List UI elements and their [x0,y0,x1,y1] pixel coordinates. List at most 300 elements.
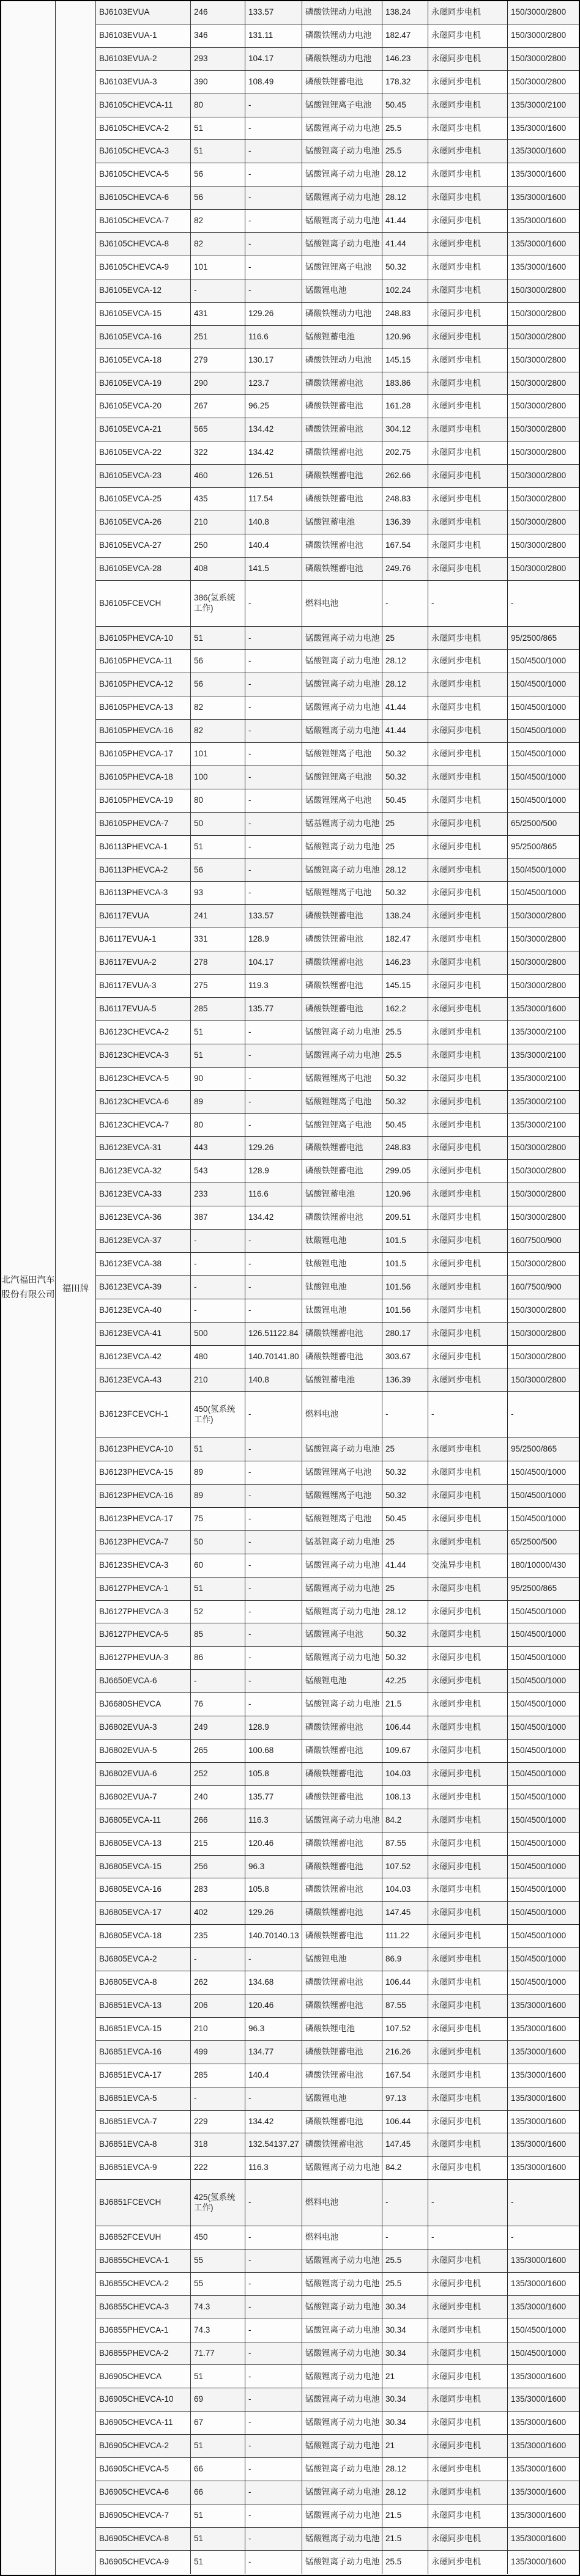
cell-battery-type: 磷酸铁锂蓄电池 [302,1902,382,1924]
cell-model: BJ6117EVUA [96,905,191,928]
cell-motor-type: 交流异步电机 [428,1554,508,1577]
cell-battery-type: 钛酸锂电池 [302,1276,382,1299]
cell-range: 51 [191,1578,245,1600]
table-row [96,1299,579,1323]
cell-range: 86 [191,1647,245,1669]
table-row [96,1740,579,1763]
cell-model: BJ6123CHEVCA-6 [96,1091,191,1113]
cell-motor-params: 150/3000/2800 [511,517,567,526]
table-row [96,1601,579,1624]
cell-range: 275 [191,975,245,997]
cell-model: BJ6105EVCA-26 [96,511,191,534]
cell-motor-type: 永磁同步电机 [428,71,508,94]
cell-motor-params: 150/3000/2800 [511,1166,567,1176]
cell-motor-params: 95/2500/865 [511,1583,557,1593]
cell-motor-params: 135/3000/1600 [511,2023,567,2033]
cell-motor-type: 永磁同步电机 [428,2273,508,2295]
cell-motor-params: 135/3000/1600 [511,2255,567,2265]
cell-battery-type: 磷酸铁锂动力电池 [302,1,382,24]
cell-motor-params: 150/4500/1000 [511,749,567,759]
cell-motor-params: 135/3000/1600 [511,2301,567,2311]
cell-motor-type: 永磁同步电机 [428,395,508,418]
table-row [96,766,579,789]
cell-motor-type: 永磁同步电机 [428,186,508,209]
cell-battery-type: 磷酸铁锂蓄电池 [302,558,382,580]
table-row [96,1368,579,1392]
cell-battery-type: 磷酸铁锂蓄电池 [302,372,382,395]
cell-battery-capacity: 25.5 [382,117,428,140]
cell-model: BJ6905CHEVCA-5 [96,2458,191,2481]
cell-model: BJ6855CHEVCA-2 [96,2273,191,2295]
cell-battery-type: 磷酸铁锂蓄电池 [302,418,382,441]
cell-model: BJ6851EVCA-8 [96,2133,191,2156]
cell-battery-type: 锰酸锂锂离子电池 [302,743,382,766]
cell-motor-params: - [511,598,514,608]
cell-energy: - [245,94,302,117]
cell-energy: - [245,650,302,673]
table-row [96,2342,579,2366]
cell-battery-capacity: 101.5 [382,1230,428,1252]
cell-energy: - [245,673,302,696]
cell-range: 51 [191,2435,245,2457]
cell-battery-capacity: 101.56 [382,1299,428,1322]
cell-motor-params: 150/3000/2800 [511,1258,567,1268]
cell-range: 249 [191,1716,245,1739]
cell-motor-params: 135/3000/1600 [511,2070,567,2080]
cell-model: BJ6805EVCA-16 [96,1878,191,1901]
cell-battery-type: 磷酸铁锂蓄电池 [302,928,382,951]
table-row [96,2481,579,2504]
cell-range: 279 [191,349,245,372]
cell-range: 82 [191,233,245,256]
cell-range: 56 [191,859,245,882]
cell-range: 71.77 [191,2342,245,2365]
cell-motor-type: 永磁同步电机 [428,951,508,974]
table-row [96,2504,579,2528]
cell-battery-type: 锰酸锂离子动力电池 [302,627,382,649]
cell-battery-capacity: 50.32 [382,1068,428,1090]
cell-range: 435 [191,488,245,511]
cell-battery-type: 钛酸锂电池 [302,1253,382,1275]
cell-motor-type: 永磁同步电机 [428,534,508,557]
cell-energy: - [245,1068,302,1090]
cell-motor-params: 150/3000/2800 [511,494,567,504]
cell-motor-type: 永磁同步电机 [428,1878,508,1901]
cell-energy: - [245,1044,302,1067]
cell-range: 74.3 [191,2319,245,2342]
cell-motor-type: 永磁同步电机 [428,1902,508,1924]
cell-model: BJ6905CHEVCA-8 [96,2528,191,2550]
cell-battery-type: 锰酸锂离子动力电池 [302,2342,382,2365]
cell-motor-params: 150/4500/1000 [511,1954,567,1964]
cell-battery-type: 锰酸锂离子动力电池 [302,1438,382,1461]
cell-model: BJ6805EVCA-11 [96,1809,191,1832]
cell-range: 51 [191,140,245,163]
cell-range: 290 [191,372,245,395]
cell-model: BJ6103EVUA-1 [96,24,191,47]
table-row [96,882,579,905]
cell-model: BJ6851EVCA-9 [96,2157,191,2179]
cell-battery-capacity: 41.44 [382,1554,428,1577]
cell-model: BJ6105PHEVCA-7 [96,813,191,835]
cell-battery-capacity: 41.44 [382,210,428,232]
table-row [96,1438,579,1461]
cell-model: BJ6802EVUA-3 [96,1716,191,1739]
cell-battery-capacity: 50.32 [382,766,428,789]
table-row [96,233,579,256]
cell-motor-params: 150/4500/1000 [511,772,567,781]
cell-motor-type: 永磁同步电机 [428,1206,508,1229]
cell-battery-type: 锰酸锂锂离子电池 [302,1091,382,1113]
cell-model: BJ6855PHEVCA-2 [96,2342,191,2365]
cell-motor-params: 150/3000/2800 [511,378,567,388]
table-row [96,186,579,210]
cell-battery-capacity: 209.51 [382,1206,428,1229]
table-row [96,1902,579,1925]
table-row [96,905,579,928]
cell-model: BJ6105EVCA-16 [96,326,191,349]
cell-battery-type: 锰酸锂离子动力电池 [302,2365,382,2388]
cell-range: 101 [191,256,245,279]
cell-motor-type: 永磁同步电机 [428,163,508,186]
cell-energy: 140.4 [245,2064,302,2087]
cell-model: BJ6123EVCA-31 [96,1137,191,1159]
cell-motor-params: 150/4500/1000 [511,1699,567,1709]
cell-motor-params: 150/4500/1000 [511,865,567,874]
cell-range: - [191,1299,245,1322]
cell-energy: - [245,720,302,742]
cell-motor-type: 永磁同步电机 [428,1948,508,1971]
cell-battery-type: 锰酸锂蓄电池 [302,1183,382,1206]
cell-energy: - [245,1230,302,1252]
cell-battery-type: 锰酸锂电池 [302,1948,382,1971]
cell-motor-type: 永磁同步电机 [428,1114,508,1137]
cell-range: 265 [191,1740,245,1762]
cell-range: 55 [191,2249,245,2272]
cell-motor-params: 150/4500/1000 [511,1977,567,1987]
cell-motor-type: 永磁同步电机 [428,1368,508,1391]
cell-motor-type: 永磁同步电机 [428,558,508,580]
cell-battery-capacity: 25 [382,1531,428,1554]
cell-model: BJ6105CHEVCA-7 [96,210,191,232]
cell-range: - [191,1276,245,1299]
cell-model: BJ6805EVCA-8 [96,1971,191,1994]
cell-model: BJ6105PHEVCA-11 [96,650,191,673]
cell-motor-type: 永磁同步电机 [428,1740,508,1762]
cell-motor-params: 135/3000/1600 [511,193,567,202]
cell-battery-type: 燃料电池 [302,2226,382,2249]
cell-model: BJ6805EVCA-2 [96,1948,191,1971]
cell-battery-capacity: 25 [382,813,428,835]
company-name-line1: 北汽福田汽车 [1,1275,55,1285]
cell-motor-params: 150/4500/1000 [511,1815,567,1825]
cell-motor-params: 135/3000/1600 [511,262,567,271]
cell-range: 331 [191,928,245,951]
cell-battery-capacity: 262.66 [382,465,428,487]
cell-range: 318 [191,2133,245,2156]
cell-model: BJ6117EVUA-1 [96,928,191,951]
table-row [96,2064,579,2087]
table-row [96,534,579,558]
cell-battery-type: 锰酸锂锂离子电池 [302,1114,382,1137]
cell-motor-params: 150/4500/1000 [511,1908,567,1917]
table-row [96,395,579,418]
cell-motor-params: 150/4500/1000 [511,1722,567,1732]
cell-battery-type: 锰酸锂离子动力电池 [302,2296,382,2319]
cell-battery-type: 锰酸锂离子动力电池 [302,117,382,140]
cell-range: 210 [191,511,245,534]
cell-model: BJ6105EVCA-15 [96,303,191,325]
cell-model: BJ6103EVUA-2 [96,48,191,70]
cell-energy: - [245,2504,302,2527]
table-row [96,1948,579,1971]
cell-model: BJ6105PHEVCA-16 [96,720,191,742]
cell-battery-type: 锰酸锂离子动力电池 [302,650,382,673]
cell-motor-params: 150/4500/1000 [511,795,567,805]
cell-range: 480 [191,1346,245,1368]
cell-model: BJ6805EVCA-13 [96,1832,191,1855]
cell-energy: 128.9 [245,1716,302,1739]
cell-motor-type: 永磁同步电机 [428,1091,508,1113]
cell-motor-params: 150/3000/2800 [511,308,567,318]
cell-energy: - [245,2365,302,2388]
cell-motor-params: 135/3000/1600 [511,2557,567,2567]
cell-model: BJ6127PHEVCA-3 [96,1601,191,1623]
cell-energy: - [245,1461,302,1484]
cell-energy: - [245,2319,302,2342]
cell-battery-type: 锰酸锂电池 [302,2087,382,2110]
table-row [96,1716,579,1740]
cell-model: BJ6123EVCA-38 [96,1253,191,1275]
cell-battery-type: 锰酸锂离子动力电池 [302,140,382,163]
cell-battery-capacity: 28.12 [382,859,428,882]
cell-motor-params: 150/4500/1000 [511,1467,567,1477]
cell-model: BJ6123SHEVCA-3 [96,1554,191,1577]
cell-model: BJ6851FCEVCH [96,2180,191,2226]
table-row [96,2319,579,2342]
table-row [96,24,579,48]
cell-battery-capacity: 28.12 [382,2481,428,2504]
cell-model: BJ6805EVCA-17 [96,1902,191,1924]
table-row [96,975,579,998]
cell-range: 431 [191,303,245,325]
cell-battery-type: 磷酸铁锂蓄电池 [302,1206,382,1229]
cell-model: BJ6123EVCA-41 [96,1323,191,1345]
cell-model: BJ6113PHEVCA-2 [96,859,191,882]
table-row [96,2458,579,2481]
cell-range: 499 [191,2041,245,2064]
cell-motor-params: 150/4500/1000 [511,1653,567,1663]
cell-motor-type: 永磁同步电机 [428,1323,508,1345]
cell-model: BJ6117EVUA-5 [96,998,191,1020]
cell-energy: - [245,2226,302,2249]
cell-battery-type: 锰酸锂蓄电池 [302,326,382,349]
cell-range: 51 [191,836,245,858]
cell-motor-type: 永磁同步电机 [428,1809,508,1832]
cell-model: BJ6105CHEVCA-8 [96,233,191,256]
cell-energy: 134.68 [245,1971,302,1994]
cell-energy: - [245,789,302,812]
cell-range: 66 [191,2481,245,2504]
cell-range: 346 [191,24,245,47]
table-row [96,1,579,24]
cell-range: 51 [191,2504,245,2527]
table-row [96,1647,579,1670]
cell-battery-type: 锰酸锂锂离子电池 [302,1508,382,1530]
cell-range: 74.3 [191,2296,245,2319]
cell-battery-type: 磷酸铁锂蓄电池 [302,1160,382,1183]
cell-battery-type: 锰酸锂蓄电池 [302,1368,382,1391]
cell-model: BJ6650EVCA-6 [96,1670,191,1692]
cell-energy: 140.4 [245,534,302,557]
cell-range: 56 [191,186,245,209]
table-row [96,1531,579,1554]
cell-model: BJ6123CHEVCA-7 [96,1114,191,1137]
cell-battery-type: 磷酸铁锂蓄电池 [302,1346,382,1368]
cell-motor-params: 150/3000/2800 [511,1305,567,1315]
cell-model: BJ6851EVCA-15 [96,2018,191,2040]
cell-energy: 116.6 [245,1183,302,1206]
cell-battery-capacity: 50.32 [382,1623,428,1646]
cell-motor-params: 135/3000/1600 [511,2464,567,2474]
table-row [96,2365,579,2388]
cell-battery-type: 锰酸锂离子动力电池 [302,2157,382,2179]
table-row [96,2180,579,2226]
cell-range: - [191,1253,245,1275]
cell-range: 76 [191,1693,245,1716]
table-row [96,1253,579,1276]
cell-motor-params: 135/3000/1600 [511,2116,567,2126]
cell-battery-type: 锰酸锂锂离子电池 [302,882,382,904]
table-row [96,1461,579,1485]
cell-battery-capacity: 108.13 [382,1786,428,1809]
cell-motor-params: 135/3000/1600 [511,1004,567,1013]
cell-energy: 140.70140.13 [245,1925,302,1947]
table-row [96,1114,579,1137]
cell-energy: - [245,2342,302,2365]
cell-energy: 134.42 [245,418,302,441]
cell-motor-params: 95/2500/865 [511,841,557,851]
cell-model: BJ6855CHEVCA-3 [96,2296,191,2319]
cell-energy: - [245,2458,302,2481]
cell-motor-params: 135/3000/1600 [511,2278,567,2288]
cell-battery-type: 锰酸锂离子动力电池 [302,2412,382,2434]
cell-model: BJ6805EVCA-18 [96,1925,191,1947]
cell-battery-capacity: 84.2 [382,1809,428,1832]
cell-battery-capacity: 50.45 [382,1114,428,1137]
cell-motor-params: 135/3000/2100 [511,1096,567,1106]
cell-motor-params: 135/3000/1600 [511,2139,567,2149]
cell-motor-params: 150/3000/2800 [511,471,567,481]
cell-range: 82 [191,210,245,232]
cell-energy: 131.11 [245,24,302,47]
cell-battery-type: 磷酸铁锂蓄电池 [302,1856,382,1878]
cell-range: 402 [191,1902,245,1924]
table-row [96,2435,579,2458]
table-row [96,117,579,141]
cell-range: 222 [191,2157,245,2179]
cell-model: BJ6105PHEVCA-12 [96,673,191,696]
table-row [96,372,579,396]
cell-battery-capacity: 25 [382,836,428,858]
cell-motor-type: 永磁同步电机 [428,1021,508,1044]
table-row [96,581,579,627]
cell-motor-params: 150/3000/2800 [511,331,567,341]
cell-motor-type: 永磁同步电机 [428,418,508,441]
table-row [96,1995,579,2018]
cell-energy: - [245,696,302,719]
cell-battery-capacity: 50.32 [382,1485,428,1507]
cell-motor-type: 永磁同步电机 [428,1971,508,1994]
cell-range: 210 [191,2018,245,2040]
table-row [96,859,579,882]
cell-energy: - [245,1647,302,1669]
cell-battery-type: 磷酸铁锂蓄电池 [302,1925,382,1947]
cell-motor-params: 135/3000/1600 [511,2093,567,2103]
cell-motor-type: 永磁同步电机 [428,1995,508,2017]
cell-motor-params: 150/3000/2800 [511,934,567,944]
cell-motor-type: 永磁同步电机 [428,1623,508,1646]
cell-range: 252 [191,1763,245,1785]
cell-battery-type: 磷酸铁锂蓄电池 [302,2041,382,2064]
cell-energy: - [245,2249,302,2272]
cell-range: 233 [191,1183,245,1206]
cell-motor-type: 永磁同步电机 [428,2551,508,2574]
cell-energy: 104.17 [245,951,302,974]
table-row [96,326,579,349]
cell-battery-type: 锰酸锂离子动力电池 [302,2249,382,2272]
cell-model: BJ6123EVCA-32 [96,1160,191,1183]
cell-energy: 116.3 [245,1809,302,1832]
table-row [96,951,579,975]
cell-energy: - [245,117,302,140]
table-row [96,1925,579,1948]
cell-motor-type: 永磁同步电机 [428,210,508,232]
cell-battery-capacity: 102.24 [382,279,428,302]
cell-model: BJ6105PHEVCA-17 [96,743,191,766]
cell-battery-capacity: 104.03 [382,1878,428,1901]
cell-energy: - [245,1531,302,1554]
cell-range: 278 [191,951,245,974]
cell-motor-type: 永磁同步电机 [428,2504,508,2527]
cell-battery-capacity: 280.17 [382,1323,428,1345]
cell-battery-capacity: 21.5 [382,2528,428,2550]
cell-range: - [191,279,245,302]
table-row [96,813,579,836]
cell-motor-params: 160/7500/900 [511,1236,562,1246]
cell-battery-type: 磷酸铁锂动力电池 [302,349,382,372]
cell-range: 240 [191,1786,245,1809]
table-row [96,2388,579,2412]
cell-battery-capacity: 50.32 [382,882,428,904]
cell-motor-params: 135/3000/2100 [511,1120,567,1129]
cell-motor-type: 永磁同步电机 [428,627,508,649]
cell-energy: - [245,2180,302,2226]
cell-battery-type: 锰酸锂离子动力电池 [302,2504,382,2527]
cell-motor-type: - [428,2226,508,2249]
cell-motor-params: 135/3000/1600 [511,2533,567,2543]
cell-motor-type: 永磁同步电机 [428,998,508,1020]
table-row [96,418,579,441]
cell-energy: 128.9 [245,928,302,951]
cell-motor-params: 150/3000/2800 [511,285,567,295]
cell-battery-capacity: - [382,581,428,627]
cell-range: - [191,1948,245,1971]
table-row [96,1763,579,1786]
cell-motor-type: 永磁同步电机 [428,2412,508,2434]
table-row [96,696,579,720]
cell-battery-type: 锰酸锂离子动力电池 [302,859,382,882]
